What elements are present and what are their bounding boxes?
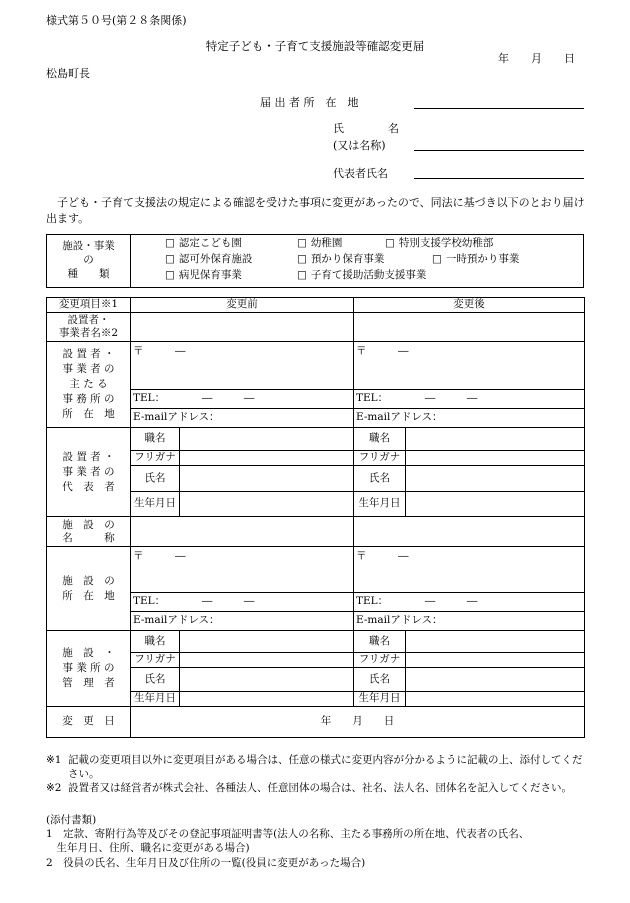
- intro-text: 子ども・子育て支援法の規定による確認を受けた事項に変更があったので、同法に基づき以下のとおり届け出ます。: [46, 196, 585, 225]
- mgr-kana-before[interactable]: [180, 653, 354, 668]
- rep-title-label-before: 職名: [131, 428, 180, 451]
- rep-birth-label-after: 生年月日: [354, 492, 406, 517]
- facility-email-after[interactable]: E-mailアドレス：: [354, 612, 585, 631]
- rep-birth-label-before: 生年月日: [131, 492, 180, 517]
- checkbox-icon: □: [297, 253, 307, 265]
- col-header-after: 変更後: [354, 298, 585, 313]
- office-tel-before[interactable]: TEL： ― ―: [131, 390, 354, 409]
- rep-kana-before[interactable]: [180, 451, 354, 466]
- attachments-heading: (添付書類): [46, 814, 97, 826]
- applicant-rep-field[interactable]: [414, 178, 584, 179]
- mgr-name-label-before: 氏名: [131, 668, 180, 692]
- mgr-kana-after[interactable]: [406, 653, 585, 668]
- mgr-kana-label-before: フリガナ: [131, 653, 180, 668]
- mgr-title-after[interactable]: [406, 631, 585, 653]
- row-label-representative: 設 置 者 ・ 事 業 者 の 代 表 者: [47, 428, 131, 517]
- mgr-name-after[interactable]: [406, 668, 585, 692]
- applicant-rep-label: 代表者氏名: [333, 167, 388, 180]
- facility-email-before[interactable]: E-mailアドレス：: [131, 612, 354, 631]
- mgr-birth-after[interactable]: [406, 692, 585, 707]
- row-label-facility-address: 施 設 の 所 在 地: [47, 547, 131, 631]
- checkbox-icon: □: [297, 237, 307, 249]
- rep-birth-before[interactable]: [180, 492, 354, 517]
- date-line: 年 月 日: [498, 52, 575, 65]
- option-azukari-hoiku[interactable]: □ 預かり保育事業: [297, 253, 385, 265]
- rep-name-label-after: 氏名: [354, 466, 406, 492]
- row-label-facility-name: 施 設 の 名 称: [47, 517, 131, 547]
- form-number: 様式第５０号(第２８条関係): [46, 14, 187, 27]
- col-header-item: 変更項目※1: [47, 298, 131, 313]
- mgr-name-label-after: 氏名: [354, 668, 406, 692]
- mgr-title-label-after: 職名: [354, 631, 406, 653]
- rep-kana-label-after: フリガナ: [354, 451, 406, 466]
- office-tel-after[interactable]: TEL： ― ―: [354, 390, 585, 409]
- mgr-title-label-before: 職名: [131, 631, 180, 653]
- mgr-birth-label-after: 生年月日: [354, 692, 406, 707]
- rep-title-label-after: 職名: [354, 428, 406, 451]
- option-nintei-kodomoen[interactable]: □ 認定こども園: [165, 237, 242, 249]
- attachment-item: 生年月日、住所、職名に変更がある場合): [46, 842, 250, 855]
- facility-name-before[interactable]: [131, 517, 354, 547]
- office-postal-after[interactable]: 〒 ―: [354, 342, 585, 390]
- checkbox-icon: □: [432, 253, 442, 265]
- applicant-address-label: 届 出 者 所 在 地: [260, 96, 359, 109]
- checkbox-icon: □: [165, 269, 175, 281]
- row-label-manager: 施 設 ・ 事 業 所 の 管 理 者: [47, 631, 131, 707]
- rep-birth-after[interactable]: [406, 492, 585, 517]
- facility-type-box: [46, 234, 584, 288]
- row-label-founder-name: 設置者・ 事業者名※2: [47, 313, 131, 342]
- founder-name-after[interactable]: [354, 313, 585, 342]
- office-postal-before[interactable]: 〒 ―: [131, 342, 354, 390]
- option-tokubetsu-shien[interactable]: □ 特別支援学校幼稚部: [385, 237, 494, 249]
- applicant-name-label: 氏 名: [333, 122, 399, 135]
- option-kosodate-enjo[interactable]: □ 子育て援助活動支援事業: [297, 269, 427, 281]
- checkbox-icon: □: [165, 253, 175, 265]
- facility-tel-before[interactable]: TEL： ― ―: [131, 593, 354, 612]
- applicant-name-field[interactable]: [414, 150, 584, 151]
- checkbox-icon: □: [297, 269, 307, 281]
- attachments: [46, 813, 606, 870]
- note-2: ※2 設置者又は経営者が株式会社、各種法人、任意団体の場合は、社名、法人名、団体名を記入してください。: [46, 782, 572, 794]
- rep-name-label-before: 氏名: [131, 466, 180, 492]
- checkbox-icon: □: [385, 237, 395, 249]
- mgr-birth-label-before: 生年月日: [131, 692, 180, 707]
- rep-name-before[interactable]: [180, 466, 354, 492]
- founder-name-before[interactable]: [131, 313, 354, 342]
- facility-name-after[interactable]: [354, 517, 585, 547]
- option-ichiji-azukari[interactable]: □ 一時預かり事業: [432, 253, 520, 265]
- note-1: ※1 記載の変更項目以外に変更項目がある場合は、任意の様式に変更内容が分かるように記載の上、添付してください。: [46, 754, 583, 780]
- mgr-kana-label-after: フリガナ: [354, 653, 406, 668]
- rep-kana-after[interactable]: [406, 451, 585, 466]
- applicant-address-field[interactable]: [414, 108, 584, 109]
- facility-type-label: 施設・事業 の 種 類: [47, 235, 131, 287]
- facility-tel-after[interactable]: TEL： ― ―: [354, 593, 585, 612]
- change-date-field[interactable]: 年 月 日: [131, 707, 585, 738]
- office-email-after[interactable]: E-mailアドレス：: [354, 409, 585, 428]
- option-youchien[interactable]: □ 幼稚園: [297, 237, 343, 249]
- col-header-before: 変更前: [131, 298, 354, 313]
- rep-name-after[interactable]: [406, 466, 585, 492]
- rep-title-after[interactable]: [406, 428, 585, 451]
- form-title: 特定子ども・子育て支援施設等確認変更届: [205, 39, 425, 53]
- row-label-change-date: 変 更 日: [47, 707, 131, 738]
- attachment-item: 2 役員の氏名、生年月日及び住所の一覧(役員に変更があった場合): [46, 856, 366, 869]
- attachment-item: 1 定款、寄附行為等及びその登記事項証明書等(法人の名称、主たる事務所の所在地、代表者の氏名、: [46, 828, 530, 841]
- option-ninkagai-hoiku[interactable]: □ 認可外保育施設: [165, 253, 253, 265]
- facility-postal-before[interactable]: 〒 ―: [131, 547, 354, 593]
- row-label-office-address: 設 置 者 ・ 事 業 者 の 主 た る 事 務 所 の 所 在 地: [47, 342, 131, 428]
- mgr-title-before[interactable]: [180, 631, 354, 653]
- option-byouji-hoiku[interactable]: □ 病児保育事業: [165, 269, 242, 281]
- mgr-birth-before[interactable]: [180, 692, 354, 707]
- rep-kana-label-before: フリガナ: [131, 451, 180, 466]
- facility-postal-after[interactable]: 〒 ―: [354, 547, 585, 593]
- applicant-name-sub-label: (又は名称): [333, 139, 386, 152]
- rep-title-before[interactable]: [180, 428, 354, 451]
- addressee: 松島町長: [46, 67, 90, 80]
- office-email-before[interactable]: E-mailアドレス：: [131, 409, 354, 428]
- checkbox-icon: □: [165, 237, 175, 249]
- change-table: [46, 297, 585, 738]
- mgr-name-before[interactable]: [180, 668, 354, 692]
